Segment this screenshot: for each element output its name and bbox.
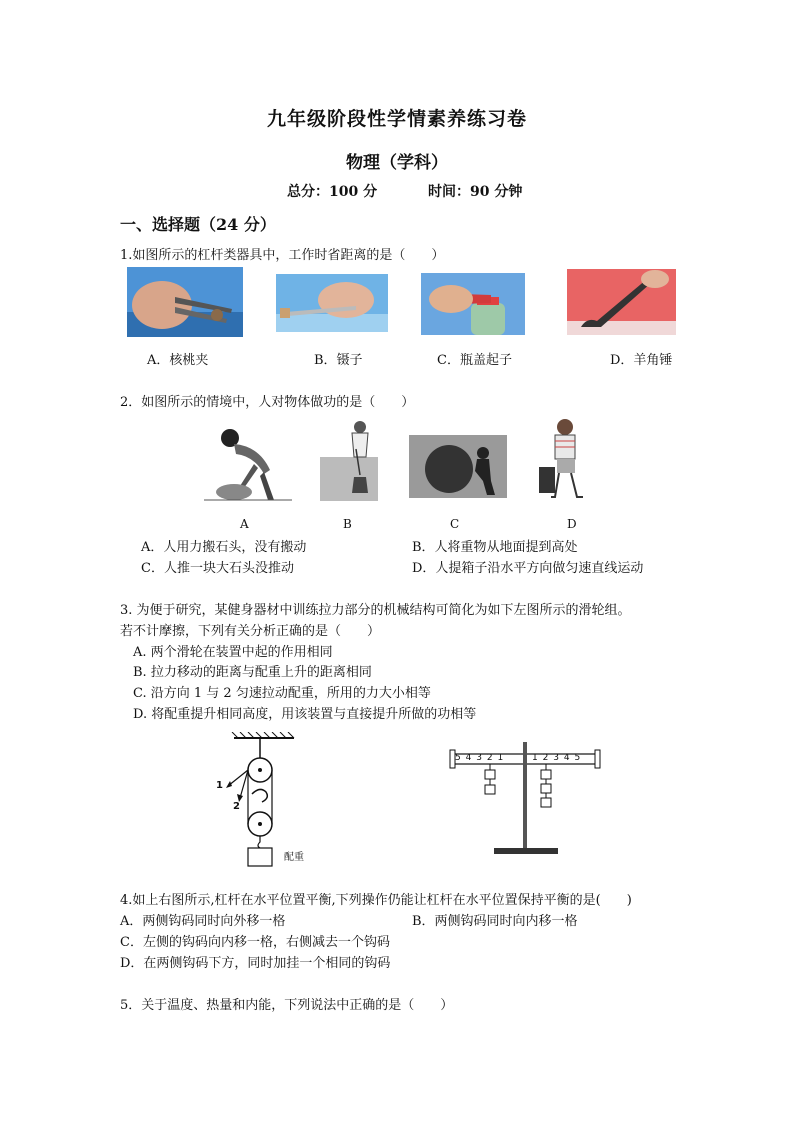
page-title: 九年级阶段性学情素养练习卷 [266,108,527,130]
question-5-stem: 5．关于温度、热量和内能，下列说法中正确的是（ ） [120,998,454,1013]
lever-right-scale [532,753,581,763]
q1-option-a[interactable]: A．核桃夹 [147,353,209,368]
question-1-stem: 1.如图所示的杠杆类器具中，工作时省距离的是（ ） [120,248,445,263]
person-carrying-box-image [537,417,591,502]
question-3-stem-line2: 若不计摩擦，下列有关分析正确的是（ ） [120,624,381,639]
q1-option-b[interactable]: B．镊子 [314,353,363,368]
q2-option-c[interactable]: C．人推一块大石头没推动 [141,561,294,576]
q4-option-c[interactable]: C．左侧的钩码向内移一格，右侧减去一个钩码 [120,935,390,950]
q3-option-c[interactable]: C. 沿方向 1 与 2 匀速拉动配重，所用的力大小相等 [133,686,431,701]
q1-option-c[interactable]: C．瓶盖起子 [437,353,512,368]
lever-left-scale [455,753,504,763]
q2-figure-label-c: C [450,517,460,531]
question-2-stem: 2．如图所示的情境中，人对物体做功的是（ ） [120,395,415,410]
q3-option-a[interactable]: A. 两个滑轮在装置中起的作用相同 [133,645,333,660]
total-score: 总分：100 分 [287,184,378,200]
q2-option-d[interactable]: D．人提箱子沿水平方向做匀速直线运动 [412,561,644,576]
q4-option-b[interactable]: B．两侧钩码同时向内移一格 [412,914,578,929]
person-pushing-stone-image [409,435,507,498]
lever-right-tick: 3 [553,753,560,763]
q2-option-a[interactable]: A．人用力搬石头，没有搬动 [141,540,307,555]
tweezers-image [276,274,388,332]
pulley-direction-1-label: 1 [216,780,223,791]
nutcracker-image [127,267,243,337]
q3-option-d[interactable]: D. 将配重提升相同高度，用该装置与直接提升所做的功相等 [133,707,477,722]
person-lifting-stone-image [204,424,292,502]
lever-right-tick: 5 [574,753,582,763]
lever-right-tick: 4 [563,753,571,763]
lever-left-tick: 4 [465,753,473,763]
q2-figure-label-b: B [343,517,352,531]
lever-right-tick: 2 [542,753,550,763]
q4-option-d[interactable]: D．在两侧钩码下方，同时加挂一个相同的钩码 [120,956,391,971]
lever-left-tick: 2 [486,753,494,763]
q2-option-b[interactable]: B．人将重物从地面提到高处 [412,540,578,555]
q2-figure-label-d: D [567,517,577,531]
claw-hammer-image [567,269,676,335]
lever-left-tick: 1 [497,753,505,763]
section-heading: 一、选择题（24 分） [120,215,276,234]
counterweight-label: 配重 [284,852,304,863]
pulley-direction-2-label: 2 [233,801,240,812]
subject-title: 物理（学科） [346,153,448,173]
q4-option-a[interactable]: A．两侧钩码同时向外移一格 [120,914,286,929]
lever-right-tick: 1 [532,753,539,763]
bottle-opener-image [421,273,525,335]
q2-figure-label-a: A [240,517,249,531]
lever-left-tick: 5 [455,753,462,763]
question-4-stem: 4.如上右图所示,杠杆在水平位置平衡,下列操作仍能让杠杆在水平位置保持平衡的是( ) [120,893,632,908]
q1-option-d[interactable]: D．羊角锤 [610,353,673,368]
person-lifting-weight-image [320,419,378,501]
exam-time: 时间：90 分钟 [428,184,523,200]
q3-option-b[interactable]: B. 拉力移动的距离与配重上升的距离相同 [133,665,372,680]
lever-left-tick: 3 [476,753,483,763]
question-3-stem-line1: 3. 为便于研究，某健身器材中训练拉力部分的机械结构可简化为如下左图所示的滑轮组。 [120,603,631,618]
